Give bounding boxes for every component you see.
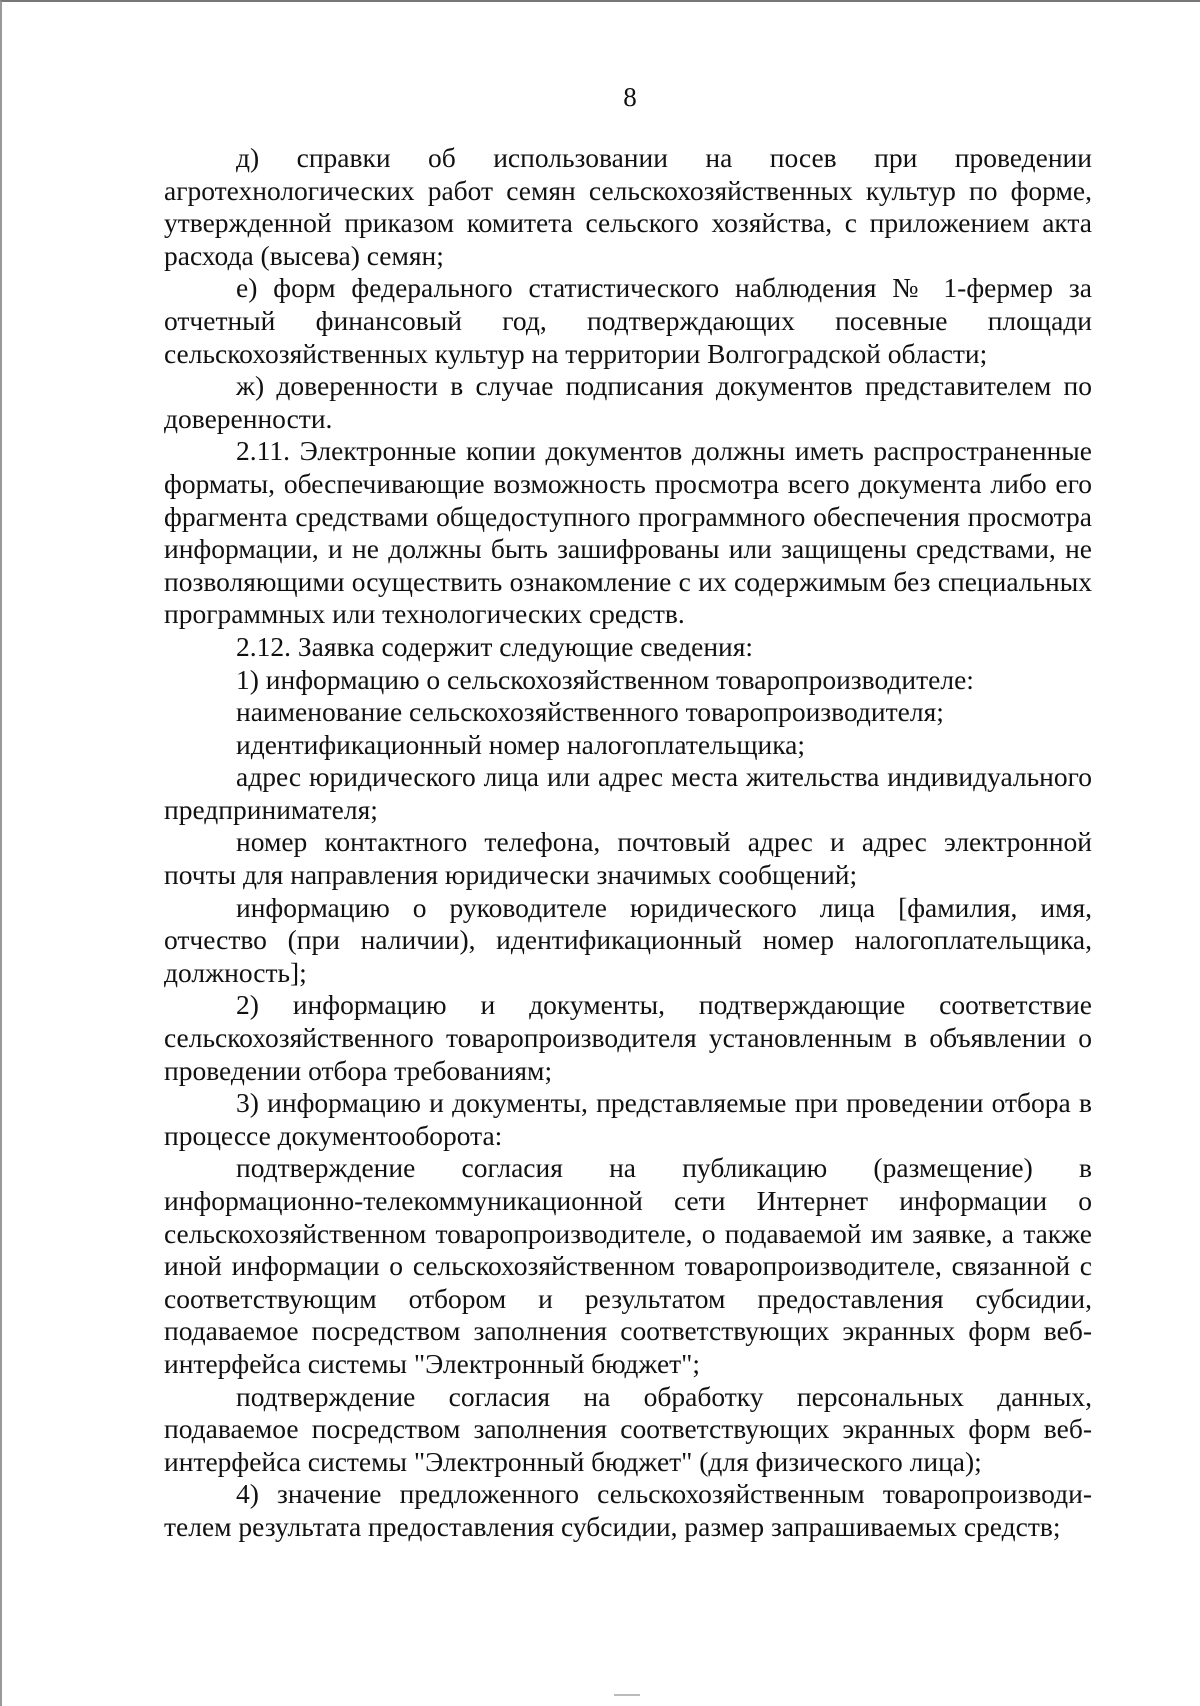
page-number: 8 <box>623 82 637 112</box>
paragraph-contacts: номер контактного телефона, почтовый адрес и адрес электронной почты для направления юридически значимых сообщений; <box>164 826 1092 891</box>
paragraph-2-11-electronic-copies: 2.11. Электронные копии документов должны иметь распространенные форматы, обеспечивающие возможность просмотра всего документа либо его фрагмента средствами общедоступного программного обеспечения просмотра информации, и не должны быть зашифрованы или защищены средствами, не позволяющими осуществить ознакомление с их содержимым без специальных программных или технологических средств. <box>164 435 1092 630</box>
paragraph-tax-id: идентификационный номер налогоплательщика; <box>236 728 806 760</box>
document-body <box>164 142 1092 1544</box>
scan-artifact-mark <box>614 1694 640 1696</box>
paragraph-head-info: информацию о руководителе юридического лица [фамилия, имя, отчество (при наличии), идентификационный номер налогоплательщика, должность]; <box>164 891 1092 988</box>
paragraph-producer-name: наименование сельскохозяйственного товаропроизводителя; <box>236 696 944 728</box>
paragraph-publication-consent: подтверждение согласия на публикацию (размещение) в информационно-телекоммуникационной сети Интернет информации о сельскохозяйственном товаропроизводителе, о подаваемой им заявке, а также иной информации о сельскохозяйственном товаропроизводителе, связанной с соответствующим отбором и результатом предоставления субсидии, подаваемое посредством заполнения соответствующих экранных форм веб-интерфейса системы "Электронный бюджет"; <box>164 1152 1092 1379</box>
paragraph-d-seed-certificate: д) справки об использовании на посев при проведении агротехнологических работ семян сельскохозяйственных культур по форме, утвержденной приказом комитета сельского хозяйства, с приложением акта расхода (высева) семян; <box>164 142 1092 271</box>
paragraph-3-selection-documents: 3) информацию и документы, представляемые при проведении отбора в процессе документооборота: <box>164 1087 1092 1151</box>
paragraph-1-producer-info: 1) информацию о сельскохозяйственном товаропроизводителе: <box>236 663 974 695</box>
paragraph-e-statistical-forms: е) форм федерального статистического наблюдения № 1-фермер за отчетный финансовый год, подтверждающих посевные площади сельскохозяйственных культур на территории Волгоградской области; <box>164 272 1092 369</box>
paragraph-4-subsidy-result: 4) значение предложенного сельскохозяйственным товаропроизводителем результата предоставления субсидии, размер запрашиваемых средств; <box>164 1478 1092 1542</box>
paragraph-personal-data-consent: подтверждение согласия на обработку персональных данных, подаваемое посредством заполнения соответствующих экранных форм веб-интерфейса системы "Электронный бюджет" (для физического лица); <box>164 1380 1092 1477</box>
paragraph-zh-power-of-attorney: ж) доверенности в случае подписания документов представителем по доверенности. <box>164 370 1092 434</box>
paragraph-2-compliance: 2) информацию и документы, подтверждающие соответствие сельскохозяйственного товаропроизводителя установленным в объявлении о проведении отбора требованиям; <box>164 989 1092 1086</box>
paragraph-2-12-application-contents: 2.12. Заявка содержит следующие сведения: <box>236 630 754 662</box>
paragraph-address: адрес юридического лица или адрес места жительства индивидуального предпринимателя; <box>164 761 1092 825</box>
